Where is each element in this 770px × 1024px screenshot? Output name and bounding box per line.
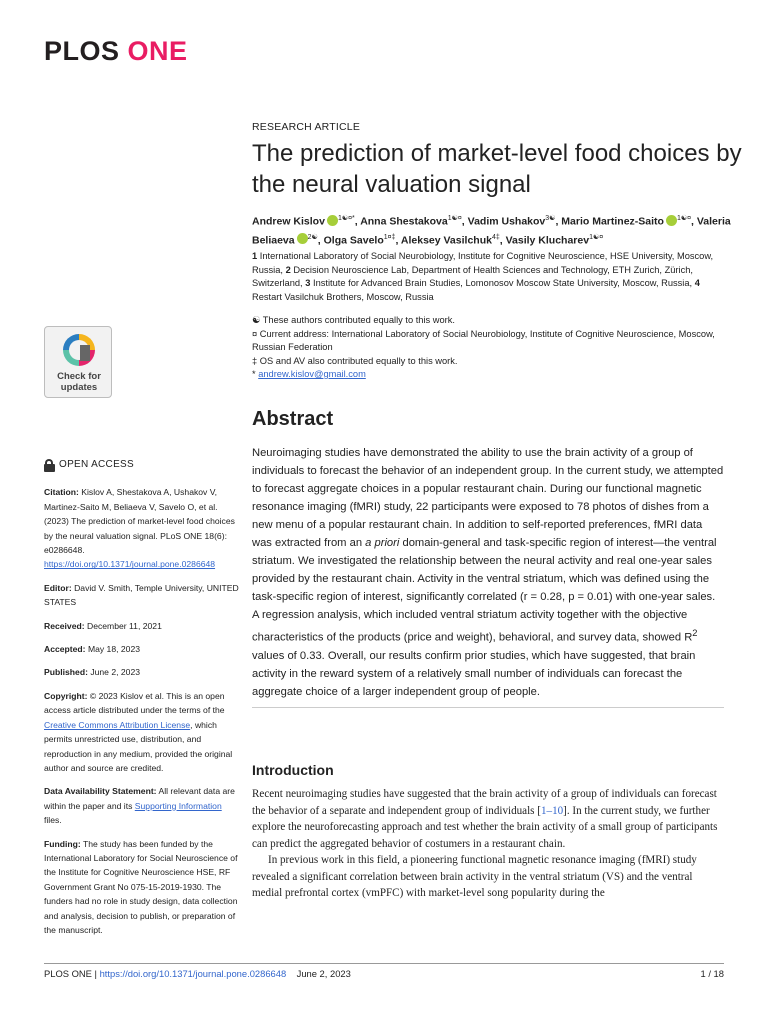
footer-date: June 2, 2023 [296, 968, 351, 979]
abstract-divider [252, 707, 724, 708]
open-access-badge: OPEN ACCESS [44, 458, 240, 472]
supporting-info-link[interactable]: Supporting Information [134, 800, 222, 811]
author-name[interactable]: Andrew Kislov [252, 215, 325, 228]
copyright: Copyright: © 2023 Kislov et al. This is an open access article distributed under the terms of the Creative Commons Attribution License, which permits unrestricted use, distribution, and reproduction in any medium, provided the original author and source are credited. [44, 690, 233, 773]
page-number: 1 / 18 [700, 968, 724, 979]
article-info-sidebar [44, 458, 240, 946]
footer-divider [44, 963, 724, 964]
funding: Funding: The study has been funded by the International Laboratory for Social Neuroscience of the Institute for Cognitive Neuroscience HSE, RF Government Grant No 075-15-2019-1930. The funders had no role in study design, data collection and analysis, decision to publish, or preparation of the manuscript. [44, 838, 238, 935]
author-name[interactable]: Vasily Klucharev [505, 234, 590, 246]
affiliations: 1 International Laboratory of Social Neurobiology, Institute for Cognitive Neuroscience, HSE University, Moscow, Russia, 2 Decision Neuroscience Lab, Department of Health Sciences and Technology, ETH Zurich, Zürich, Switzerland, 3 Institute for Advanced Brain Studies, Lomonosov Moscow State University, Moscow, Russia, 4 Restart Vasilchuk Brothers, Moscow, Russia [252, 251, 714, 302]
editor: Editor: David V. Smith, Temple University, UNITED STATES [44, 582, 239, 608]
crossmark-icon [63, 334, 95, 366]
equal-contribution-note: ☯ These authors contributed equally to this work. [252, 315, 455, 325]
accepted-date: Accepted: May 18, 2023 [44, 644, 141, 655]
abstract-text: Neuroimaging studies have demonstrated the ability to use the brain activity of a group of individuals to forecast the behavior of an independent group. In the current study, we attempted to forecast aggregate choices in a popular restaurant chain. During our functional magnetic resonance imaging (fMRI) study, 22 participants were exposed to 78 photos of dishes from a new menu of a popular restaurant chain. In addition to self-reported preferences, fMRI data was extracted from an a priori domain-general and task-specific region of interest—the ventral striatum. We investigated the relationship between the neural activity and real one-year sales provided by the restaurant chain. Activity in the ventral striatum, which was defined using the task-specific region of interest, significantly correlated (r = 0.28, p = 0.01) with one-year sales. A regression analysis, which included ventral striatum activity together with the objective characteristics of the products (price and weight), behavioral, and survey data, showed $R^2$ values of 0.33. Overall, our results confirm prior studies, which have suggested, that brain activity in the reward system of a relatively small number of individuals can forecast the aggregate choice of a larger independent group of people. [252, 447, 724, 698]
author-name[interactable]: Aleksey Vasilchuk [400, 234, 492, 246]
open-lock-icon [44, 459, 55, 472]
corresponding-email: * andrew.kislov@gmail.com [252, 369, 366, 379]
footer-doi-link[interactable]: https://doi.org/10.1371/journal.pone.0286648 [99, 968, 287, 979]
author-name[interactable]: Mario Martinez-Saito [561, 215, 664, 228]
author-list: Andrew Kislov $^{1☯¤*}$, Anna Shestakova$^{1☯¤}$, Vadim Ushakov$^{3☯}$, Mario Martinez-Saito $^{1☯¤}$, Valeria Beliaeva $^{2☯}$, Olga Savelo$^{1¤\ddagger}$, Aleksey Vasilchuk$^{4\ddagger}$, Vasily Klucharev$^{1☯¤}$ [252, 215, 731, 246]
citation-doi-link[interactable]: https://doi.org/10.1371/journal.pone.0286648 [44, 559, 216, 570]
author-notes [252, 314, 722, 382]
data-availability: Data Availability Statement: All relevant data are within the paper and its Supporting Information files. [44, 786, 235, 826]
intro-paragraph: Recent neuroimaging studies have suggested that the brain activity of a group of individuals can forecast the behavior of a separate and independent group of individuals [1–10]. In the current study, we further explore the neuroforecasting approach and test whether the brain activity of a small group of participants can predict the aggregated behavior of costumers in a restaurant chain. [252, 788, 718, 850]
check-for-updates-button[interactable] [44, 326, 112, 398]
published-date: Published: June 2, 2023 [44, 667, 141, 678]
article-type: RESEARCH ARTICLE [252, 121, 361, 133]
abstract-heading: Abstract [252, 408, 334, 430]
author-name[interactable]: Vadim Ushakov [467, 215, 546, 228]
license-link[interactable]: Creative Commons Attribution License [44, 719, 191, 730]
intro-paragraph: In previous work in this field, a pioneering functional magnetic resonance imaging (fMRI) study revealed a significant correlation between brain activity in the ventral striatum (VS) and the ventral medial prefrontal cortex (vmPFC) with market-level song popularity during the [252, 854, 697, 899]
author-name[interactable]: Anna Shestakova [360, 215, 448, 228]
footer-journal: PLOS ONE [44, 968, 92, 979]
author-name[interactable]: Valeria Beliaeva [252, 215, 731, 246]
received-date: Received: December 11, 2021 [44, 620, 162, 631]
author-name[interactable]: Olga Savelo [323, 234, 384, 246]
check-for-updates-label: Check for updates [57, 371, 101, 393]
orcid-icon[interactable] [297, 233, 308, 244]
article-title: The prediction of market-level food choices by the neural valuation signal [252, 140, 742, 198]
introduction-heading: Introduction [252, 762, 334, 778]
page-footer: PLOS ONE | https://doi.org/10.1371/journal.pone.0286648 June 2, 2023 1 / 18 [44, 968, 724, 979]
also-contributed-note: ‡ OS and AV also contributed equally to this work. [252, 355, 458, 366]
introduction-text [252, 786, 724, 902]
reference-link[interactable]: 1–10 [540, 804, 564, 817]
email-link[interactable]: andrew.kislov@gmail.com [258, 369, 366, 379]
journal-logo: PLOS ONE [44, 36, 188, 66]
orcid-icon[interactable] [666, 215, 677, 226]
orcid-icon[interactable] [327, 215, 338, 226]
current-address-note: ¤ Current address: International Laboratory of Social Neurobiology, Institute of Cognitive Neuroscience, Moscow, Russian Federation [252, 328, 715, 352]
citation: Citation: Kislov A, Shestakova A, Ushakov V, Martinez-Saito M, Beliaeva V, Savelo O, et al. (2023) The prediction of market-level food choices by the neural valuation signal. PLoS ONE 18(6): e0286648. https://doi.org/10.1371/journal.pone.0286648 [44, 487, 235, 570]
